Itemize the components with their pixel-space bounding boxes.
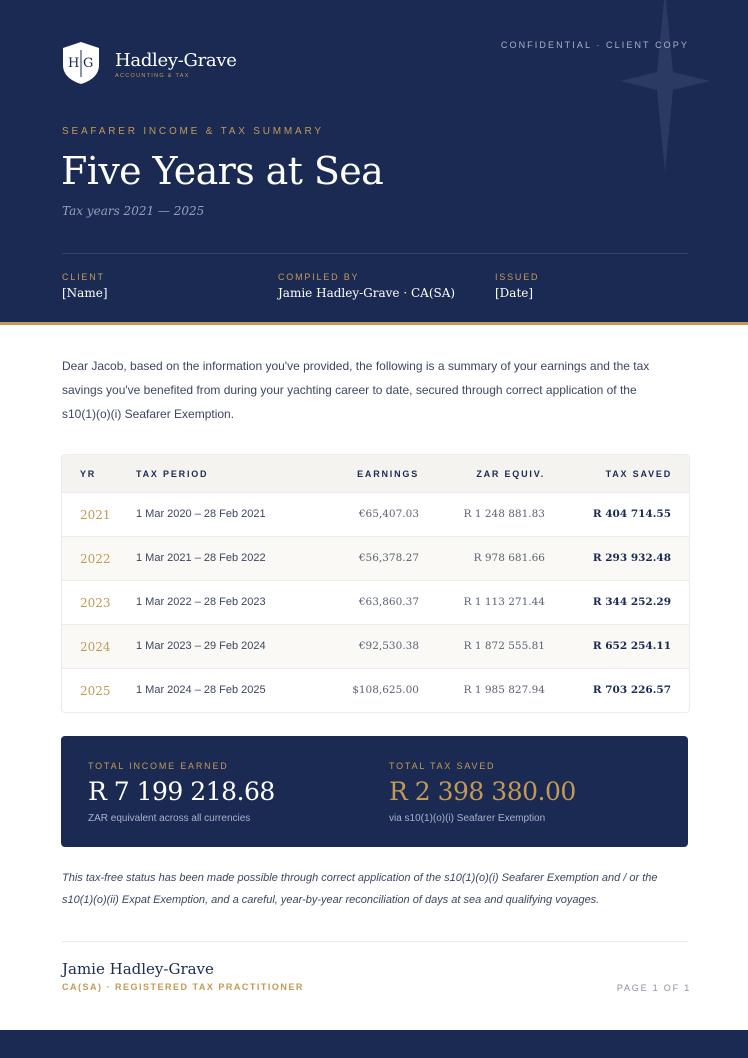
table-header (62, 455, 689, 492)
page-number: PAGE 1 OF 1 (616, 983, 691, 993)
row-period: 1 Mar 2021 – 28 Feb 2022 (136, 552, 266, 564)
row-period: 1 Mar 2024 – 28 Feb 2025 (136, 684, 266, 696)
meta-issued (495, 272, 539, 300)
intro-paragraph: Dear Jacob, based on the information you've provided, the following is a summary of your earnings and the tax savings you've benefited from during your yachting career to date, secured through correct application of the s10(1)(o)(i) Seafarer Exemption. (62, 359, 650, 421)
row-year: 2021 (80, 508, 111, 522)
table-row (62, 624, 689, 668)
earnings-table (61, 454, 690, 713)
meta-client-value: [Name] (62, 286, 108, 300)
total-income-label: TOTAL INCOME EARNED (88, 761, 229, 771)
row-zar: R 1 113 271.44 (463, 596, 545, 608)
row-tax-saved: R 344 252.29 (592, 596, 671, 608)
meta-client (62, 272, 108, 300)
total-tax-note: via s10(1)(o)(i) Seafarer Exemption (389, 813, 546, 824)
row-zar: R 1 248 881.83 (463, 508, 545, 520)
brand-name: Hadley-Grave (115, 50, 237, 71)
totals-panel (61, 736, 688, 847)
row-zar: R 978 681.66 (473, 552, 545, 564)
exemption-disclaimer: This tax-free status has been made possible through correct application of the s10(1)(o)(i) Seafarer Exemption and / or the s10(1)(o)(ii) Expat Exemption, and a careful, year-by-year reconciliation of days at sea and qualifying voyages. (62, 872, 658, 906)
table-row (62, 580, 689, 624)
document-footer (0, 1030, 748, 1058)
row-tax-saved: R 404 714.55 (592, 508, 671, 520)
page-subtitle: Tax years 2021 — 2025 (62, 204, 205, 218)
row-earnings: €92,530.38 (358, 640, 419, 652)
meta-compiled-value: Jamie Hadley-Grave · CA(SA) (278, 286, 456, 300)
row-year: 2024 (80, 640, 111, 654)
page-title: Five Years at Sea (61, 149, 384, 193)
row-year: 2025 (80, 684, 111, 698)
row-period: 1 Mar 2022 – 28 Feb 2023 (136, 596, 266, 608)
meta-compiled-label: COMPILED BY (278, 272, 360, 282)
logo-initial-h: H (68, 56, 80, 71)
col-header-yr: YR (80, 469, 97, 479)
brand-subtitle: ACCOUNTING & TAX (115, 73, 190, 79)
table-row (62, 536, 689, 580)
col-header-zar: ZAR EQUIV. (476, 469, 545, 479)
logo-initial-g: G (83, 56, 94, 71)
signature-name: Jamie Hadley-Grave (62, 960, 214, 978)
row-period: 1 Mar 2023 – 29 Feb 2024 (136, 640, 266, 652)
table-row (62, 668, 689, 712)
header-divider (62, 253, 688, 254)
row-year: 2022 (80, 552, 111, 566)
row-earnings: €56,378.27 (358, 552, 419, 564)
document-eyebrow: SEAFARER INCOME & TAX SUMMARY (62, 126, 324, 137)
meta-issued-value: [Date] (495, 286, 534, 300)
signature-divider (62, 941, 688, 942)
row-tax-saved: R 293 932.48 (592, 552, 671, 564)
row-year: 2023 (80, 596, 111, 610)
header-gold-rule (0, 322, 748, 325)
row-period: 1 Mar 2020 – 28 Feb 2021 (136, 508, 266, 520)
document-header (0, 0, 748, 322)
row-tax-saved: R 652 254.11 (592, 640, 671, 652)
row-tax-saved: R 703 226.57 (592, 684, 671, 696)
table-row (62, 492, 689, 536)
compass-star-icon (620, 0, 710, 172)
col-header-period: TAX PERIOD (136, 469, 209, 479)
row-earnings: $108,625.00 (352, 684, 419, 696)
total-tax-value: R 2 398 380.00 (389, 777, 576, 806)
meta-client-label: CLIENT (62, 272, 105, 282)
row-zar: R 1 985 827.94 (463, 684, 545, 696)
total-income-note: ZAR equivalent across all currencies (88, 813, 251, 824)
shield-logo-icon (62, 41, 100, 85)
meta-issued-label: ISSUED (495, 272, 540, 282)
total-income-value: R 7 199 218.68 (88, 777, 275, 806)
meta-compiled (278, 272, 455, 300)
col-header-tax: TAX SAVED (605, 469, 672, 479)
signature-title: CA(SA) · REGISTERED TAX PRACTITIONER (62, 982, 304, 992)
row-earnings: €65,407.03 (358, 508, 419, 520)
col-header-earnings: EARNINGS (357, 469, 419, 479)
row-earnings: €63,860.37 (358, 596, 419, 608)
confidential-label: CONFIDENTIAL · CLIENT COPY (500, 40, 689, 50)
row-zar: R 1 872 555.81 (463, 640, 545, 652)
total-tax-label: TOTAL TAX SAVED (389, 761, 496, 771)
